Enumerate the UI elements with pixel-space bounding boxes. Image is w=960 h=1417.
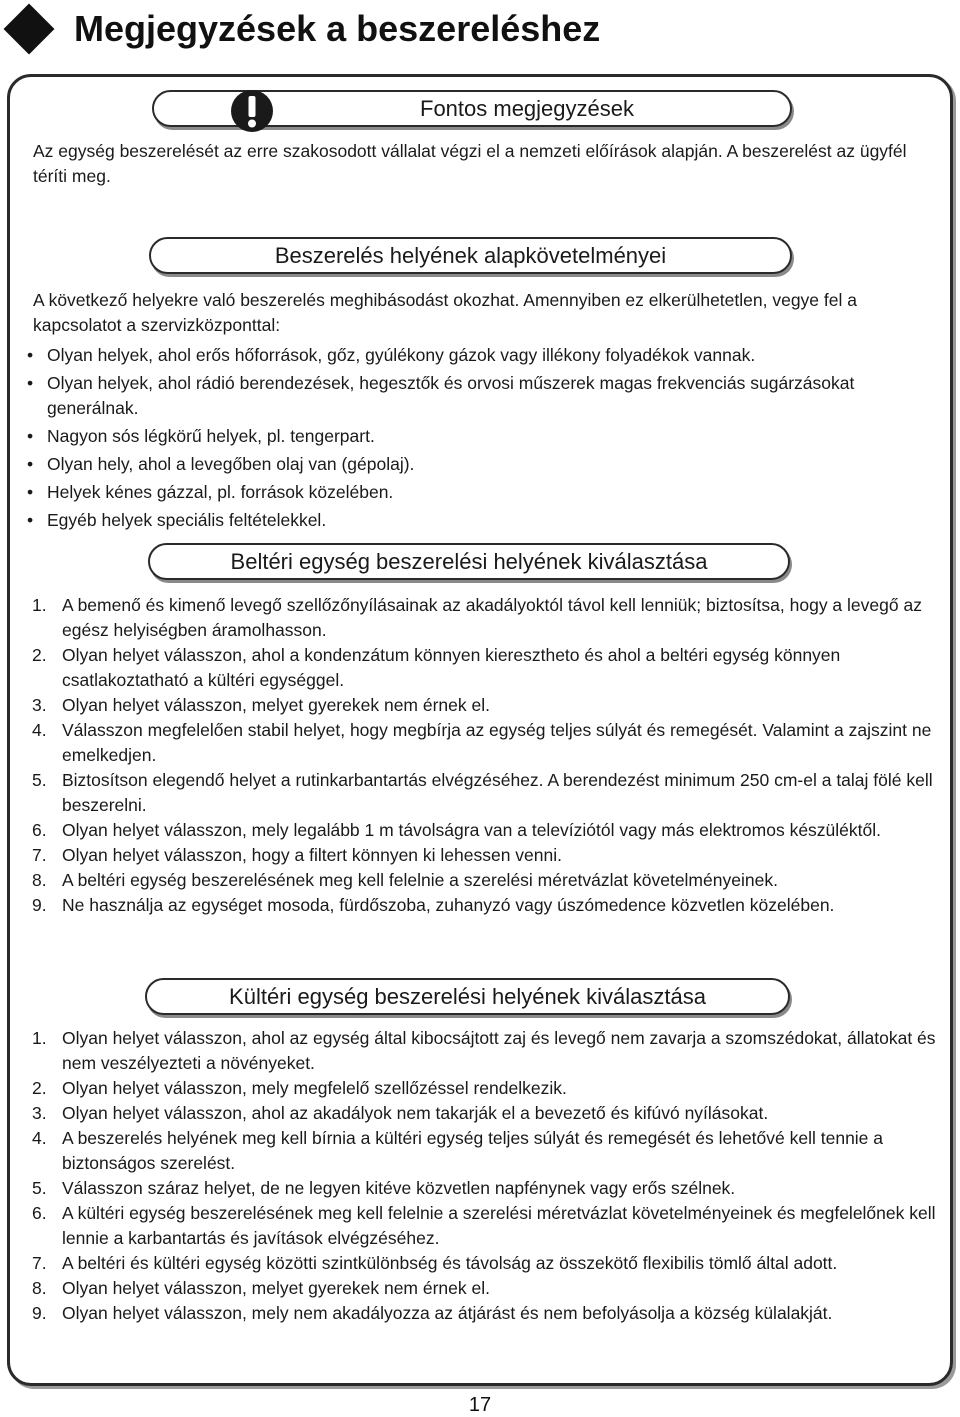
requirements-heading: Beszerelés helyének alapkövetelményei — [274, 242, 667, 268]
list-item: • Helyek kénes gázzal, pl. források közelében. — [25, 480, 935, 505]
diamond-icon — [4, 4, 55, 55]
page-title: Megjegyzések a beszereléshez — [74, 8, 601, 49]
list-item: 3. Olyan helyet válasszon, melyet gyerekek nem érnek el. — [32, 695, 490, 715]
list-item: 6. A kültéri egység beszerelésének meg kell felelnie a szerelési méretvázlat követelményeinek és megfelelőnek kell lennie a karbantartás és javítások elvégzéséhez. — [32, 1203, 936, 1248]
list-item: 8. A beltéri egység beszerelésének meg kell felelnie a szerelési méretvázlat követelményeinek. — [32, 870, 778, 890]
list-item: • Egyéb helyek speciális feltételekkel. — [25, 508, 935, 533]
list-item: 4. A beszerelés helyének meg kell bírnia a kültéri egység teljes súlyát és remegését és lehetővé kell tennie a biztonságos szerelést. — [32, 1128, 884, 1173]
list-item: 8. Olyan helyet válasszon, melyet gyerekek nem érnek el. — [32, 1278, 490, 1298]
page-number: 17 — [468, 1394, 492, 1416]
list-item: 9. Olyan helyet válasszon, mely nem akadályozza az átjárást és nem befolyásolja a község külalakját. — [32, 1303, 833, 1323]
indoor-list — [27, 593, 937, 918]
requirements-heading-box — [149, 237, 792, 274]
important-text: Az egység beszerelését az erre szakosodott vállalat végzi el a nemzeti előírások alapján. A beszerelést az ügyfél téríti meg. — [33, 141, 907, 186]
list-item: 7. A beltéri és kültéri egység közötti szintkülönbség és távolság az összekötő flexibilis tömlő által adott. — [32, 1253, 838, 1273]
list-item: • Olyan helyek, ahol erős hőforrások, gőz, gyúlékony gázok vagy illékony folyadékok vannak. — [25, 343, 935, 368]
important-heading: Fontos megjegyzések — [420, 95, 634, 121]
bullet-icon: • — [27, 426, 34, 446]
list-item: 1. A bemenő és kimenő levegő szellőzőnyílásainak az akadályoktól távol kell lenniük; biztosítsa, hogy a levegő az egész helyiségben áramolhasson. — [32, 595, 922, 640]
list-item: 6. Olyan helyet válasszon, mely legalább 1 m távolságra van a televíziótól vagy más elektromos készüléktől. — [32, 820, 882, 840]
bullet-icon: • — [27, 510, 34, 530]
list-item: • Olyan helyek, ahol rádió berendezések, hegesztők és orvosi műszerek magas frekvenciás sugárzásokat generálnak. — [27, 373, 855, 418]
requirements-intro: A következő helyekre való beszerelés meghibásodást okozhat. Amennyiben ez elkerülhetetlen, vegye fel a kapcsolatot a szervizközponttal: — [33, 290, 857, 335]
list-item: 5. Válasszon száraz helyet, de ne legyen kitéve közvetlen napfénynek vagy erős szélnek. — [32, 1178, 736, 1198]
list-item: 3. Olyan helyet válasszon, ahol az akadályok nem takarják el a bevezető és kifúvó nyílásokat. — [32, 1103, 769, 1123]
requirements-list — [25, 343, 935, 536]
bullet-icon: • — [27, 373, 34, 393]
bullet-icon: • — [27, 482, 34, 502]
outdoor-list — [27, 1026, 937, 1326]
list-item: 1. Olyan helyet válasszon, ahol az egység által kibocsájtott zaj és levegő nem zavarja a szomszédokat, állatokat és nem veszélyezteti a növényeket. — [32, 1028, 936, 1073]
page-header — [0, 0, 960, 62]
outdoor-heading-box — [145, 978, 790, 1015]
list-item: 9. Ne használja az egységet mosoda, fürdőszoba, zuhanyzó vagy úszómedence közvetlen közelében. — [32, 895, 835, 915]
list-item: 2. Olyan helyet válasszon, mely megfelelő szellőzéssel rendelkezik. — [32, 1078, 567, 1098]
list-item: 4. Válasszon megfelelően stabil helyet, hogy megbírja az egység teljes súlyát és remegését. Valamint a zajszint ne emelkedjen. — [32, 720, 932, 765]
outdoor-heading: Kültéri egység beszerelési helyének kiválasztása — [229, 983, 706, 1009]
bullet-icon: • — [27, 345, 34, 365]
list-item: 7. Olyan helyet válasszon, hogy a filtert könnyen ki lehessen venni. — [32, 845, 563, 865]
list-item: 2. Olyan helyet válasszon, ahol a kondenzátum könnyen kieresztheto és ahol a beltéri egység könnyen csatlakoztatható a kültéri egységgel. — [32, 645, 841, 690]
indoor-heading-box — [148, 543, 790, 580]
list-item: 5. Biztosítson elegendő helyet a rutinkarbantartás elvégzéséhez. A berendezést minimum 250 cm-el a talaj fölé kell beszerelni. — [32, 770, 933, 815]
list-item: • Olyan hely, ahol a levegőben olaj van (gépolaj). — [25, 452, 935, 477]
bullet-icon: • — [27, 454, 34, 474]
exclamation-icon — [229, 88, 275, 134]
indoor-heading: Beltéri egység beszerelési helyének kiválasztása — [230, 548, 708, 574]
list-item: • Nagyon sós légkörű helyek, pl. tengerpart. — [25, 424, 935, 449]
